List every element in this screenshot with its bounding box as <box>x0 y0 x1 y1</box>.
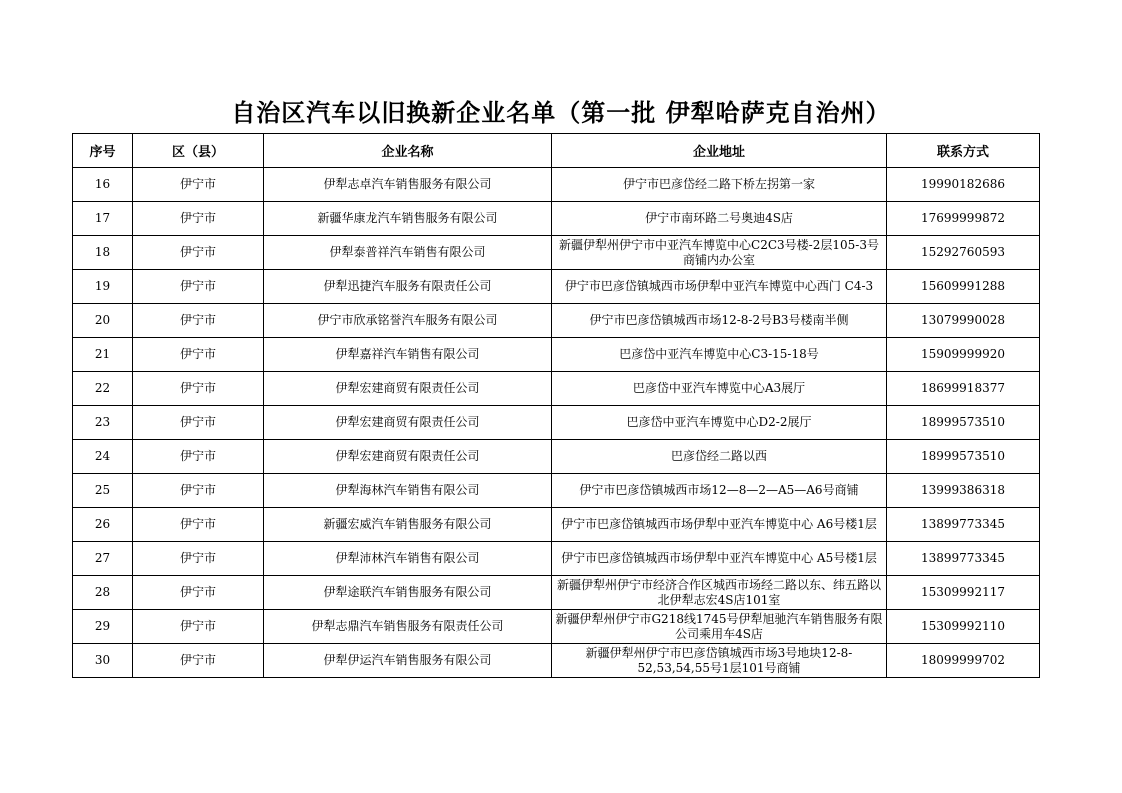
row-company-name: 伊犁海林汽车销售有限公司 <box>264 474 552 508</box>
row-district: 伊宁市 <box>133 474 264 508</box>
row-company-address: 新疆伊犁州伊宁市中亚汽车博览中心C2C3号楼-2层105-3号商铺内办公室 <box>552 236 887 270</box>
table-row <box>73 406 1040 440</box>
row-district: 伊宁市 <box>133 338 264 372</box>
row-company-address: 巴彦岱中亚汽车博览中心A3展厅 <box>552 372 887 406</box>
row-index: 26 <box>73 508 133 542</box>
row-index: 23 <box>73 406 133 440</box>
row-district: 伊宁市 <box>133 168 264 202</box>
header-company-address: 企业地址 <box>552 134 887 168</box>
row-contact: 13899773345 <box>887 542 1040 576</box>
table-row <box>73 236 1040 270</box>
table-row <box>73 338 1040 372</box>
row-district: 伊宁市 <box>133 406 264 440</box>
table-row <box>73 372 1040 406</box>
row-district: 伊宁市 <box>133 576 264 610</box>
document-title: 自治区汽车以旧换新企业名单（第一批 伊犁哈萨克自治州） <box>231 99 891 127</box>
row-company-address: 新疆伊犁州伊宁市巴彦岱镇城西市场3号地块12-8-52,53,54,55号1层101号商铺 <box>552 644 887 678</box>
row-district: 伊宁市 <box>133 644 264 678</box>
row-index: 28 <box>73 576 133 610</box>
row-district: 伊宁市 <box>133 304 264 338</box>
row-contact: 17699999872 <box>887 202 1040 236</box>
table-row <box>73 202 1040 236</box>
row-company-address: 新疆伊犁州伊宁市G218线1745号伊犁旭驰汽车销售服务有限公司乘用车4S店 <box>552 610 887 644</box>
row-district: 伊宁市 <box>133 202 264 236</box>
row-district: 伊宁市 <box>133 610 264 644</box>
header-contact: 联系方式 <box>887 134 1040 168</box>
row-index: 27 <box>73 542 133 576</box>
row-company-name: 伊犁志鼎汽车销售服务有限责任公司 <box>264 610 552 644</box>
row-contact: 19990182686 <box>887 168 1040 202</box>
header-district: 区（县） <box>133 134 264 168</box>
row-company-address: 伊宁市巴彦岱镇城西市场伊犁中亚汽车博览中心 A5号楼1层 <box>552 542 887 576</box>
row-district: 伊宁市 <box>133 372 264 406</box>
header-company-name: 企业名称 <box>264 134 552 168</box>
row-index: 19 <box>73 270 133 304</box>
row-index: 20 <box>73 304 133 338</box>
table-row <box>73 644 1040 678</box>
row-company-name: 伊犁伊运汽车销售服务有限公司 <box>264 644 552 678</box>
row-district: 伊宁市 <box>133 236 264 270</box>
table-row <box>73 304 1040 338</box>
row-company-name: 新疆宏威汽车销售服务有限公司 <box>264 508 552 542</box>
row-index: 21 <box>73 338 133 372</box>
table-row <box>73 542 1040 576</box>
row-contact: 15292760593 <box>887 236 1040 270</box>
row-contact: 15309992110 <box>887 610 1040 644</box>
row-contact: 18999573510 <box>887 406 1040 440</box>
table-row <box>73 440 1040 474</box>
table-row <box>73 508 1040 542</box>
row-company-name: 伊犁沛林汽车销售有限公司 <box>264 542 552 576</box>
table-row <box>73 474 1040 508</box>
enterprise-table <box>72 133 1040 678</box>
row-company-name: 伊犁嘉祥汽车销售有限公司 <box>264 338 552 372</box>
row-district: 伊宁市 <box>133 270 264 304</box>
row-district: 伊宁市 <box>133 440 264 474</box>
row-company-name: 伊犁迅捷汽车服务有限责任公司 <box>264 270 552 304</box>
row-company-name: 伊犁泰普祥汽车销售有限公司 <box>264 236 552 270</box>
row-company-address: 巴彦岱经二路以西 <box>552 440 887 474</box>
row-contact: 18999573510 <box>887 440 1040 474</box>
row-company-name: 伊犁宏建商贸有限责任公司 <box>264 372 552 406</box>
row-index: 22 <box>73 372 133 406</box>
row-company-name: 伊宁市欣承铭誉汽车服务有限公司 <box>264 304 552 338</box>
table-row <box>73 168 1040 202</box>
row-company-address: 新疆伊犁州伊宁市经济合作区城西市场经二路以东、纬五路以北伊犁志宏4S店101室 <box>552 576 887 610</box>
row-contact: 15909999920 <box>887 338 1040 372</box>
row-company-name: 伊犁宏建商贸有限责任公司 <box>264 406 552 440</box>
row-contact: 13899773345 <box>887 508 1040 542</box>
row-index: 17 <box>73 202 133 236</box>
row-company-name: 伊犁途联汽车销售服务有限公司 <box>264 576 552 610</box>
row-contact: 15609991288 <box>887 270 1040 304</box>
row-index: 25 <box>73 474 133 508</box>
row-company-address: 伊宁市巴彦岱镇城西市场伊犁中亚汽车博览中心西门 C4-3 <box>552 270 887 304</box>
row-company-address: 伊宁市巴彦岱镇城西市场12—8—2—A5—A6号商铺 <box>552 474 887 508</box>
row-contact: 13999386318 <box>887 474 1040 508</box>
row-company-address: 伊宁市南环路二号奥迪4S店 <box>552 202 887 236</box>
row-index: 16 <box>73 168 133 202</box>
row-district: 伊宁市 <box>133 508 264 542</box>
row-company-name: 新疆华康龙汽车销售服务有限公司 <box>264 202 552 236</box>
table-header-row <box>73 134 1040 168</box>
row-company-address: 巴彦岱中亚汽车博览中心D2-2展厅 <box>552 406 887 440</box>
row-company-address: 伊宁市巴彦岱镇城西市场12-8-2号B3号楼南半侧 <box>552 304 887 338</box>
row-contact: 18699918377 <box>887 372 1040 406</box>
row-index: 24 <box>73 440 133 474</box>
row-contact: 18099999702 <box>887 644 1040 678</box>
header-index: 序号 <box>73 134 133 168</box>
table-row <box>73 610 1040 644</box>
row-contact: 15309992117 <box>887 576 1040 610</box>
row-index: 18 <box>73 236 133 270</box>
table-row <box>73 576 1040 610</box>
row-index: 30 <box>73 644 133 678</box>
table-row <box>73 270 1040 304</box>
row-company-address: 伊宁市巴彦岱经二路下桥左拐第一家 <box>552 168 887 202</box>
row-company-address: 巴彦岱中亚汽车博览中心C3-15-18号 <box>552 338 887 372</box>
row-company-name: 伊犁宏建商贸有限责任公司 <box>264 440 552 474</box>
row-district: 伊宁市 <box>133 542 264 576</box>
row-company-address: 伊宁市巴彦岱镇城西市场伊犁中亚汽车博览中心 A6号楼1层 <box>552 508 887 542</box>
row-index: 29 <box>73 610 133 644</box>
row-contact: 13079990028 <box>887 304 1040 338</box>
row-company-name: 伊犁志卓汽车销售服务有限公司 <box>264 168 552 202</box>
